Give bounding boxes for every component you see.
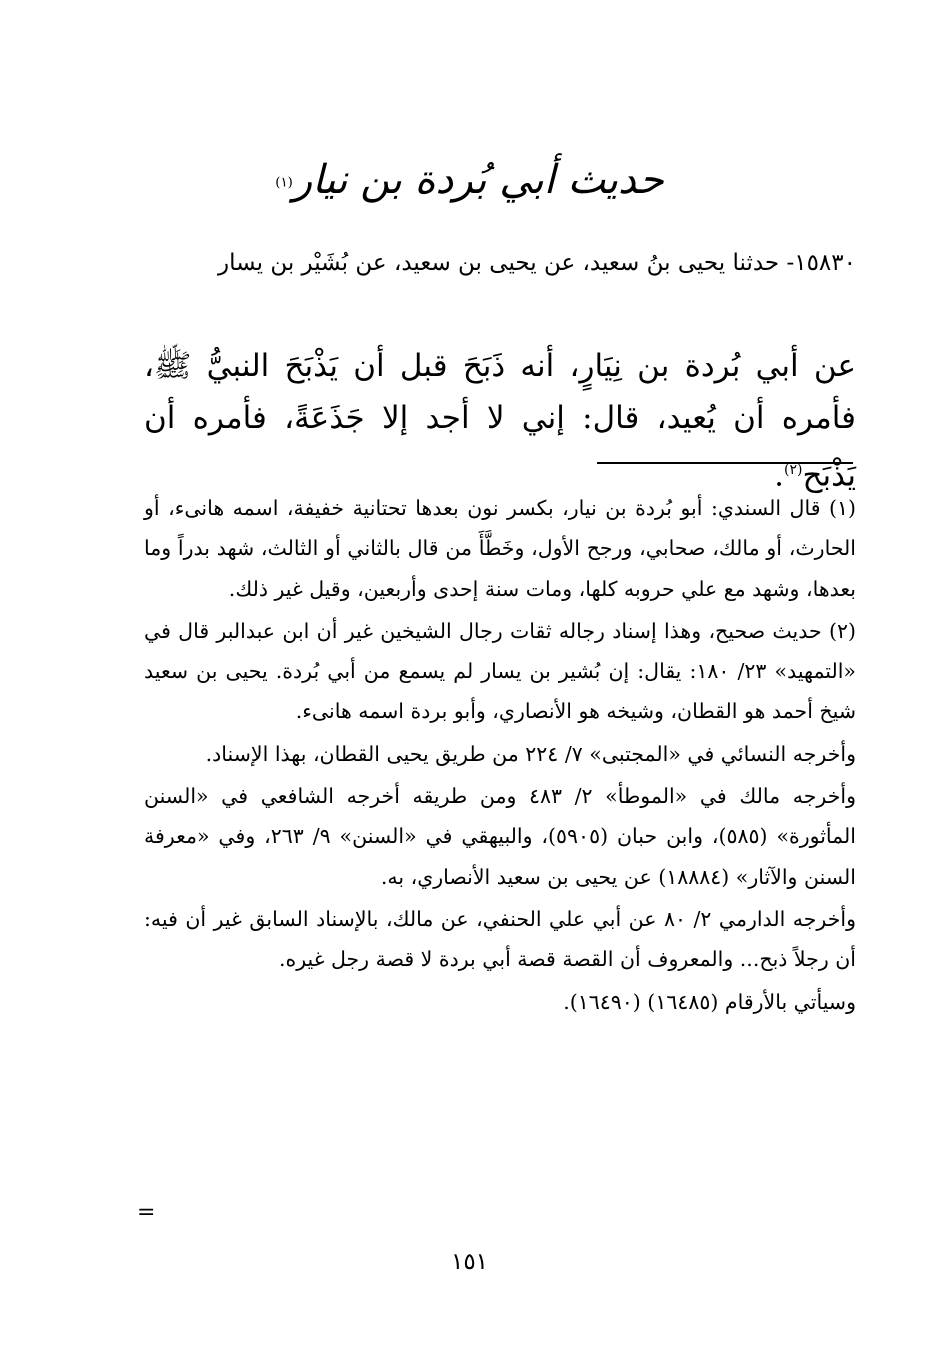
hadith-chapter-heading	[0, 145, 939, 215]
title-footnote-marker: (١)	[275, 175, 293, 191]
hadith-end: .	[774, 457, 784, 494]
page-number: ١٥١	[450, 1249, 489, 1275]
footnote-paragraph: وأخرجه النسائي في «المجتبى» ٧/ ٢٢٤ من طريق يحيى القطان، بهذا الإسناد.	[205, 741, 856, 766]
chapter-title: حديث أبي بُردة بن نيار	[292, 157, 664, 203]
hadith-isnad: ١٥٨٣٠- حدثنا يحيى بنُ سعيد، عن يحيى بن سعيد، عن بُشَيْر بن يسار	[217, 250, 856, 276]
footnotes	[144, 488, 856, 1022]
footnote-separator	[597, 462, 853, 464]
footnote-paragraph: وأخرجه الدارمي ٢/ ٨٠ عن أبي علي الحنفي، عن مالك، بالإسناد السابق غير أن فيه: أن رجلاً ذبح... والمعروف أن القصة قصة أبي بردة لا قصة رجل غيره.	[144, 906, 856, 972]
footnote-2: (٢) حديث صحيح، وهذا إسناد رجاله ثقات رجال الشيخين غير أن ابن عبدالبر قال في «التمهيد» ٢٣/ ١٨٠: يقال: إن بُشير بن يسار لم يسمع من أبي بُردة. يحيى بن سعيد شيخ أحمد هو القطان، وشيخه هو الأنصاري، وأبو بردة اسمه هانىء.	[144, 618, 856, 724]
hadith-footnote-marker: (٢)	[783, 462, 803, 478]
footnote-paragraph: وأخرجه مالك في «الموطأ» ٢/ ٤٨٣ ومن طريقه أخرجه الشافعي في «السنن المأثورة» (٥٨٥)، وابن حبان (٥٩٠٥)، والبيهقي في «السنن» ٩/ ٢٦٣، وفي «معرفة السنن والآثار» (١٨٨٨٤) عن يحيى بن سعيد الأنصاري، به.	[144, 784, 856, 889]
footnote-1: (١) قال السندي: أبو بُردة بن نيار، بكسر نون بعدها تحتانية خفيفة، اسمه هانىء، أو الحارث، أو مالك، صحابي، ورجح الأول، وخَطَّأَ من قال بالثاني أو الثالث، شهد بدراً وما بعدها، وشهد مع علي حروبه كلها، ومات سنة إحدى وأربعين، وقيل غير ذلك.	[144, 496, 856, 601]
hadith-text: عن أبي بُردة بن نِيَارٍ، أنه ذَبَحَ قبل أن يَذْبَحَ النبيُّ ﷺ، فأمره أن يُعيد، قال: إني لا أجد إلا جَذَعَةً، فأمره أن يَذْبَح	[144, 348, 856, 494]
continuation-mark: =	[137, 1200, 156, 1225]
hadith-matn	[144, 340, 856, 501]
footnote-paragraph: وسيأتي بالأرقام (١٦٤٨٥) (١٦٤٩٠).	[563, 989, 856, 1014]
